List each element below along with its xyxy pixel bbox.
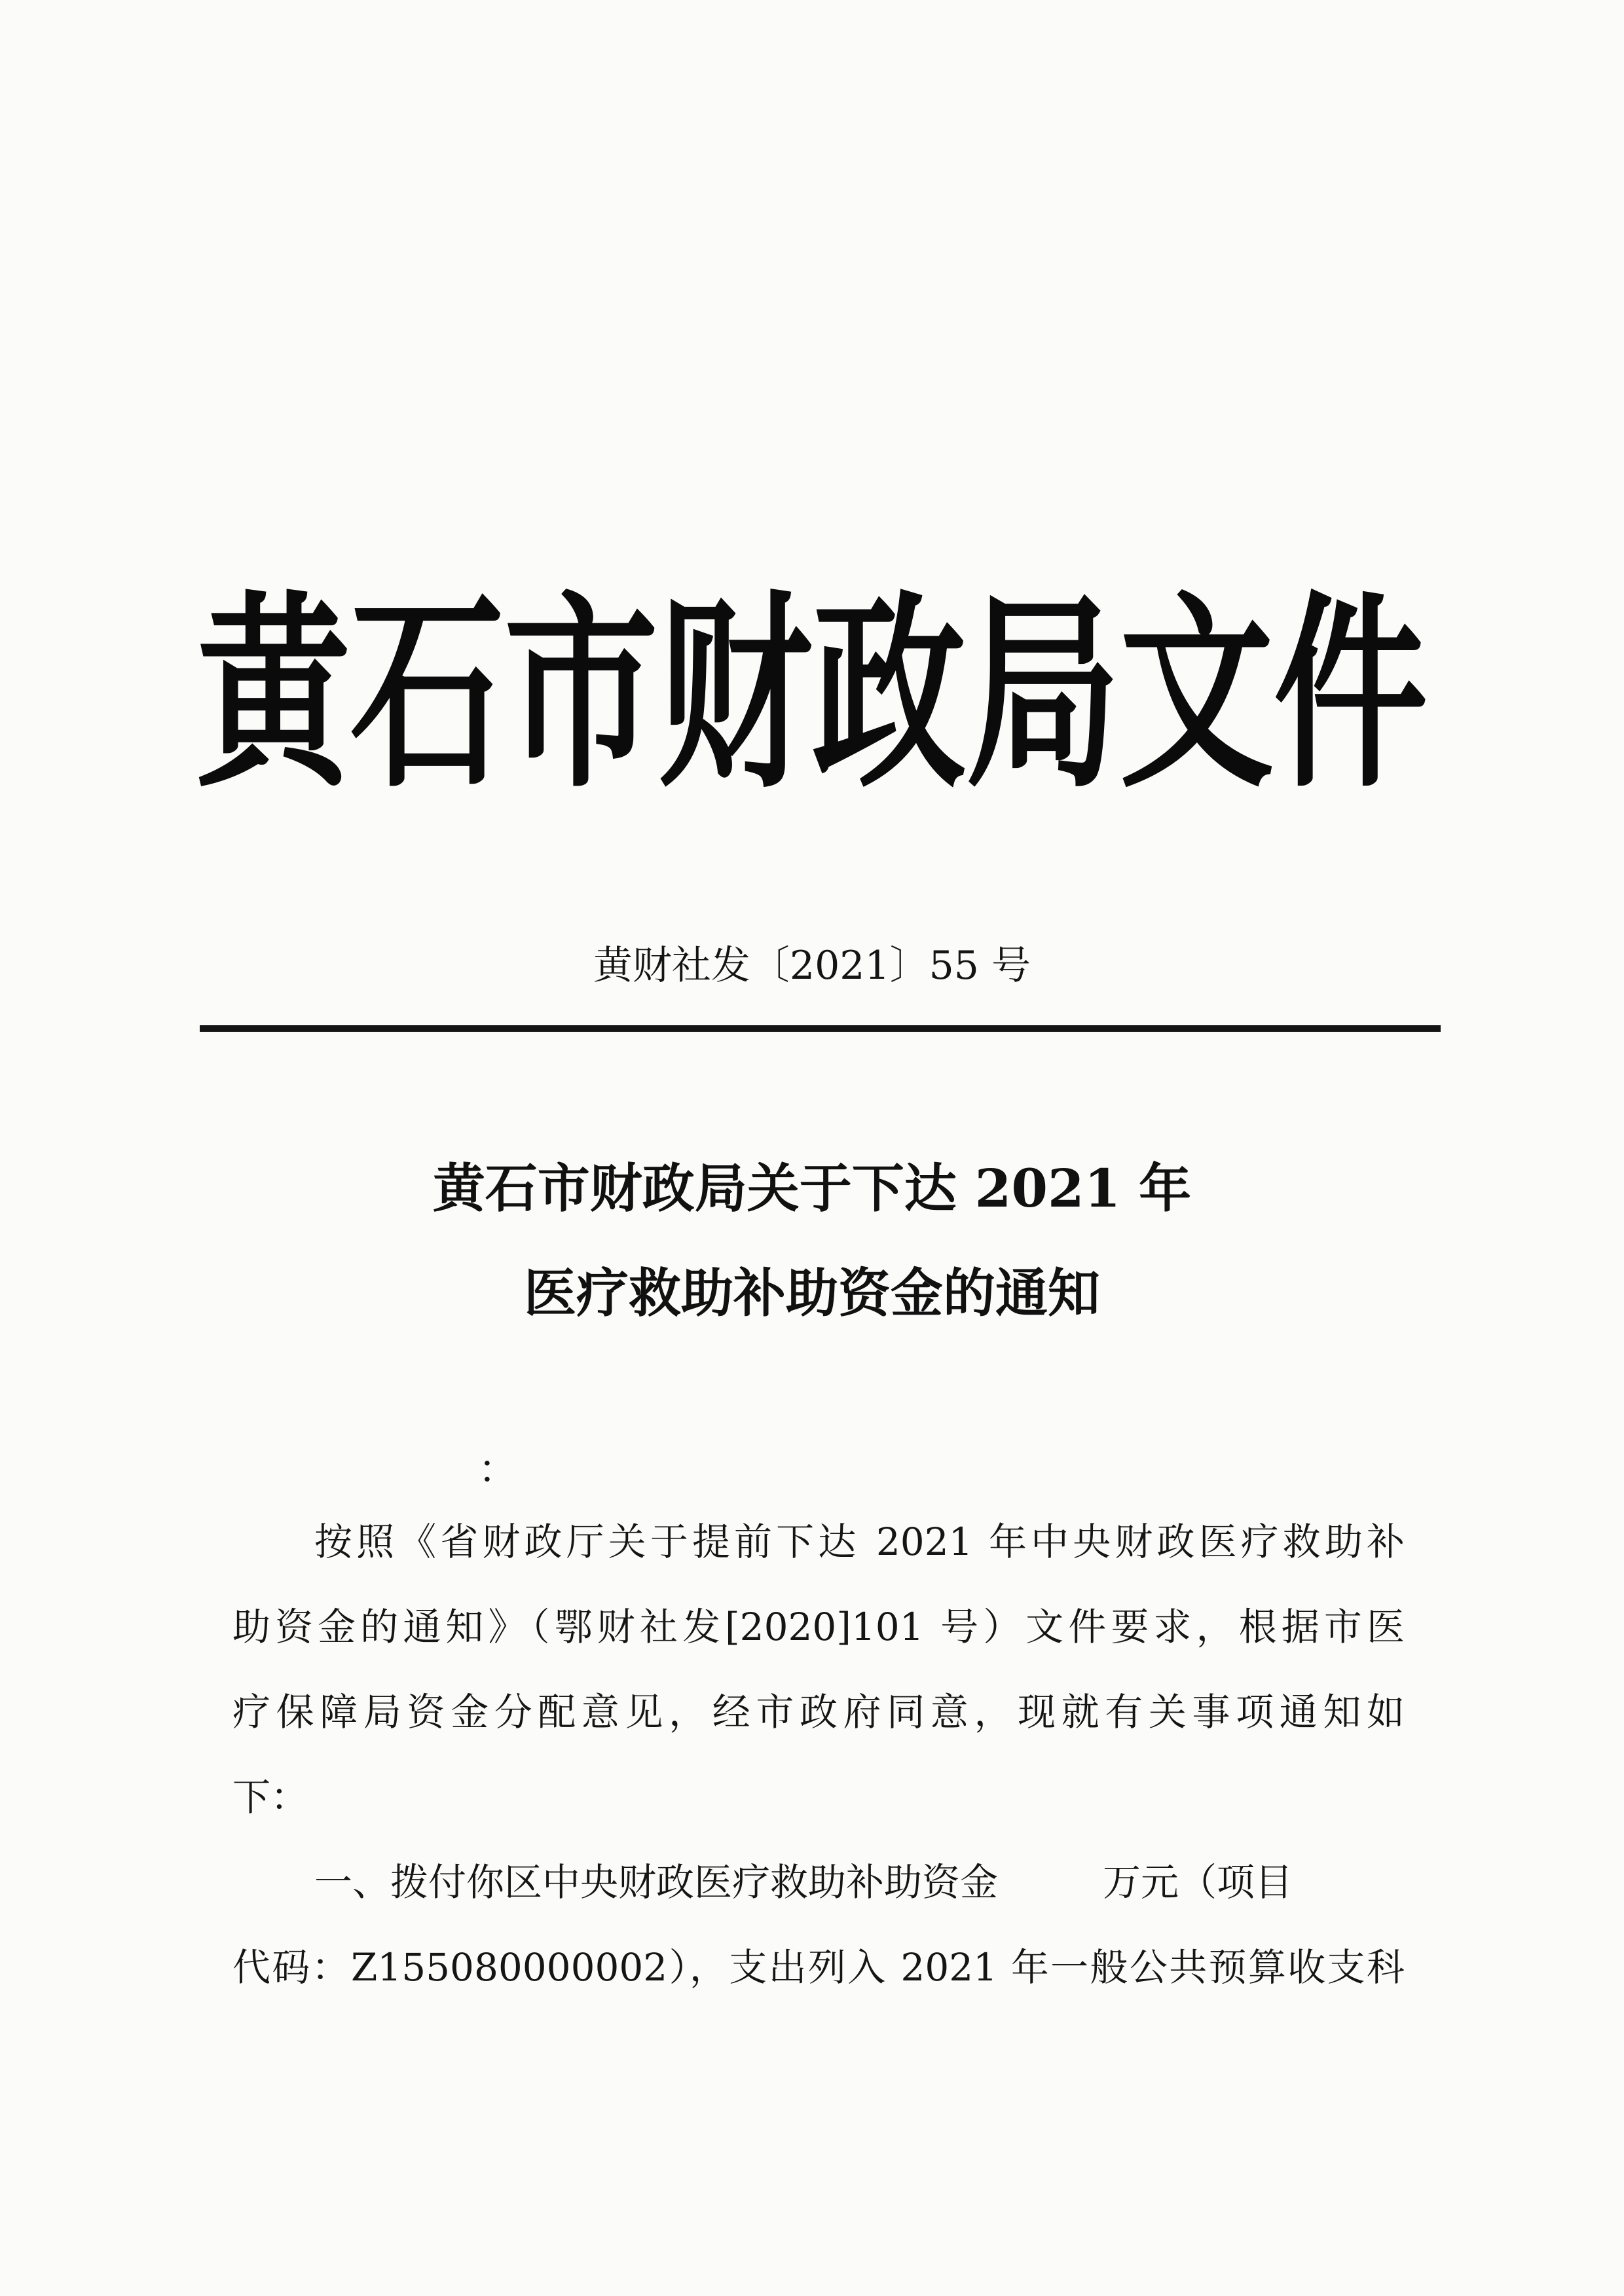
masthead-char: 黄 — [196, 572, 350, 816]
item-1-line-1 — [314, 1846, 1405, 1918]
paragraph-1-line-2: 助资金的通知》（鄂财社发[2020]101 号）文件要求，根据市医 — [232, 1605, 1405, 1649]
masthead-char: 政 — [812, 572, 966, 816]
masthead-char: 件 — [1274, 572, 1428, 816]
masthead-title — [196, 535, 1428, 853]
item-1-text-before-amount: 一、拨付你区中央财政医疗救助补助资金 — [314, 1860, 999, 1904]
paragraph-1-line-3: 疗保障局资金分配意见，经市政府同意，现就有关事项通知如 — [232, 1690, 1405, 1734]
document-number: 黄财社发〔2021〕55 号 — [593, 943, 1031, 989]
item-1-text-after-amount: 万元（项目 — [1103, 1860, 1293, 1904]
item-1-line-2: 代码：Z155080000002），支出列入 2021 年一般公共预算收支科 — [232, 1945, 1405, 1990]
masthead-char: 石 — [350, 572, 504, 816]
notice-title-line-1: 黄石市财政局关于下达 2021 年 — [432, 1157, 1192, 1219]
masthead-char: 局 — [966, 572, 1120, 816]
paragraph-1-line-1: 按照《省财政厅关于提前下达 2021 年中央财政医疗救助补 — [314, 1520, 1405, 1564]
header-divider — [200, 1025, 1441, 1032]
notice-title-line-2: 医疗救助补助资金的通知 — [524, 1262, 1100, 1324]
masthead-char: 市 — [504, 572, 658, 816]
masthead-char: 文 — [1120, 572, 1274, 816]
paragraph-1-line-4: 下： — [232, 1775, 309, 1819]
recipient-colon: ： — [478, 1447, 517, 1493]
masthead-char: 财 — [658, 572, 812, 816]
